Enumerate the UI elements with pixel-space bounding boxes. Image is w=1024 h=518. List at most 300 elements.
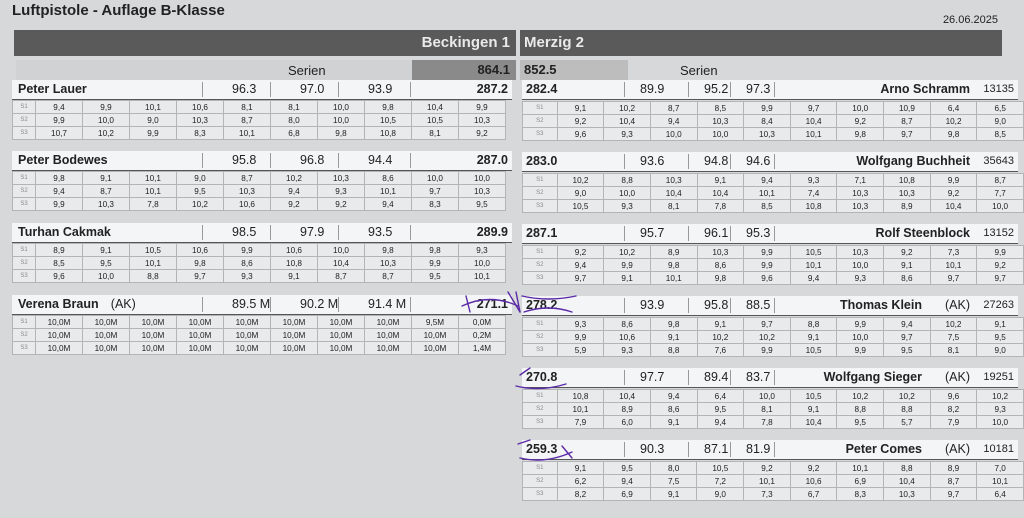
shot-cell: 9,1	[271, 270, 318, 283]
shot-cell: 8,0	[271, 114, 318, 127]
date: 26.06.2025	[942, 14, 998, 26]
shot-cell: 8,6	[650, 403, 697, 416]
shot-cell: 9,8	[697, 272, 744, 285]
series-label: S3	[523, 128, 558, 141]
series-label: S1	[523, 102, 558, 115]
shot-cell: 6,4	[930, 102, 977, 115]
divider	[730, 154, 731, 169]
shot-cell: 10,4	[790, 115, 837, 128]
shot-cell: 8,1	[650, 200, 697, 213]
shot-cell: 8,3	[412, 198, 459, 211]
shot-row	[13, 329, 506, 342]
shot-cell: 10,2	[83, 127, 130, 140]
shot-cell: 10,0M	[177, 329, 224, 342]
series-score: 87.1	[704, 442, 729, 456]
shot-cell: 10,3	[697, 246, 744, 259]
shot-cell: 9,9	[744, 102, 791, 115]
divider	[338, 297, 339, 312]
shot-cell: 10,0M	[83, 316, 130, 329]
divider	[774, 154, 775, 169]
shot-cell: 10,1	[837, 462, 884, 475]
series-score: 93.9	[640, 298, 665, 312]
shot-cell: 10,2	[697, 331, 744, 344]
shot-cell: 5,9	[557, 344, 604, 357]
shot-row	[523, 331, 1024, 344]
shot-cell: 9,3	[604, 200, 651, 213]
shot-cell: 9,8	[365, 101, 412, 114]
divider	[688, 442, 689, 457]
shot-cell: 10,0M	[130, 316, 177, 329]
divider	[624, 82, 625, 97]
shot-cell: 6,9	[604, 488, 651, 501]
shooter-id: 19251	[983, 371, 1014, 383]
shot-cell: 9,4	[790, 272, 837, 285]
shot-cell: 10,8	[884, 174, 931, 187]
shot-cell: 10,0M	[177, 316, 224, 329]
shot-cell: 9,9	[36, 114, 83, 127]
shot-cell: 7,7	[977, 187, 1024, 200]
shot-cell: 10,4	[604, 115, 651, 128]
shot-table	[522, 101, 1024, 141]
series-label: S1	[523, 174, 558, 187]
shooter-id: 35643	[983, 155, 1014, 167]
divider	[688, 154, 689, 169]
series-label: S1	[13, 172, 36, 185]
shot-row	[523, 200, 1024, 213]
shot-cell: 10,5	[365, 114, 412, 127]
shot-row	[13, 127, 506, 140]
shot-row	[523, 246, 1024, 259]
shot-cell: 6,4	[977, 488, 1024, 501]
pen-mark	[516, 292, 520, 312]
shot-cell: 9,8	[412, 244, 459, 257]
shot-cell: 10,3	[837, 246, 884, 259]
series-label: S2	[523, 259, 558, 272]
shot-cell: 9,1	[604, 272, 651, 285]
shot-cell: 8,1	[412, 127, 459, 140]
shot-cell: 9,9	[557, 331, 604, 344]
shot-cell: 8,8	[650, 344, 697, 357]
shot-cell: 10,2	[884, 390, 931, 403]
divider	[270, 82, 271, 97]
shot-cell: 10,2	[177, 198, 224, 211]
series-label: S1	[523, 390, 558, 403]
series-score: 98.5	[232, 225, 257, 239]
shot-cell: 9,8	[36, 172, 83, 185]
shot-cell: 9,9	[83, 101, 130, 114]
divider	[270, 225, 271, 240]
shot-cell: 10,1	[130, 172, 177, 185]
series-score: 94.8	[704, 154, 729, 168]
shot-cell: 9,1	[884, 259, 931, 272]
shot-cell: 9,9	[837, 318, 884, 331]
series-label: S1	[13, 316, 36, 329]
shot-cell: 9,1	[557, 102, 604, 115]
shot-cell: 9,5	[177, 185, 224, 198]
series-score: 95.7	[640, 226, 665, 240]
shot-cell: 8,7	[83, 185, 130, 198]
shooter-total: 271.1	[476, 297, 508, 311]
shot-cell: 10,1	[977, 475, 1024, 488]
shot-table	[522, 317, 1024, 357]
series-label: S2	[523, 403, 558, 416]
shot-cell: 10,1	[224, 127, 271, 140]
shot-cell: 6,9	[837, 475, 884, 488]
shot-cell: 8,2	[557, 488, 604, 501]
shot-cell: 10,2	[557, 174, 604, 187]
shot-cell: 8,8	[790, 318, 837, 331]
shot-cell: 10,0	[837, 259, 884, 272]
shot-cell: 8,6	[697, 259, 744, 272]
shot-cell: 10,0M	[36, 342, 83, 355]
shot-cell: 6,8	[271, 127, 318, 140]
shot-cell: 9,2	[977, 259, 1024, 272]
shot-cell: 10,3	[884, 488, 931, 501]
shot-cell: 8,5	[977, 128, 1024, 141]
series-label: S2	[523, 475, 558, 488]
shot-cell: 9,3	[224, 270, 271, 283]
shot-cell: 8,7	[224, 172, 271, 185]
shooter-total: 289.9	[476, 225, 508, 239]
shot-cell: 10,0M	[36, 316, 83, 329]
series-score: 96.3	[232, 82, 257, 96]
shot-row	[13, 198, 506, 211]
shot-cell: 10,6	[224, 198, 271, 211]
shot-cell: 9,5	[604, 462, 651, 475]
shot-cell: 10,1	[130, 101, 177, 114]
shot-cell: 10,0	[977, 200, 1024, 213]
series-label: S2	[13, 329, 36, 342]
shot-cell: 9,1	[83, 244, 130, 257]
shot-cell: 10,1	[744, 475, 791, 488]
divider	[774, 442, 775, 457]
shooter-header	[12, 80, 512, 100]
shot-cell: 10,1	[930, 259, 977, 272]
shooter-header	[522, 152, 1018, 172]
shot-cell: 8,9	[650, 246, 697, 259]
shot-cell: 10,8	[365, 127, 412, 140]
series-score: 88.5	[746, 298, 771, 312]
shot-cell: 9,0	[977, 344, 1024, 357]
shot-cell: 9,5	[837, 416, 884, 429]
series-score: 89.4	[704, 370, 729, 384]
shot-cell: 9,9	[224, 244, 271, 257]
divider	[338, 82, 339, 97]
shot-cell: 10,9	[884, 102, 931, 115]
shot-cell: 9,4	[650, 390, 697, 403]
shooter-id: 13135	[983, 83, 1014, 95]
shot-cell: 10,0M	[271, 316, 318, 329]
shot-cell: 10,0M	[365, 329, 412, 342]
shot-row	[13, 172, 506, 185]
shot-cell: 9,2	[271, 198, 318, 211]
shot-cell: 10,3	[697, 115, 744, 128]
shot-cell: 10,6	[790, 475, 837, 488]
shot-cell: 10,4	[930, 200, 977, 213]
divider	[624, 226, 625, 241]
shot-cell: 9,7	[930, 272, 977, 285]
shot-cell: 7,0	[977, 462, 1024, 475]
shot-cell: 10,0	[837, 102, 884, 115]
shot-cell: 9,5	[884, 344, 931, 357]
shot-cell: 8,7	[365, 270, 412, 283]
shot-cell: 10,3	[837, 200, 884, 213]
shot-cell: 10,8	[557, 390, 604, 403]
series-label: S2	[523, 187, 558, 200]
divider	[688, 370, 689, 385]
shot-cell: 10,4	[604, 390, 651, 403]
shot-table	[522, 245, 1024, 285]
shooter-class: (AK)	[945, 370, 970, 384]
shot-cell: 8,1	[930, 344, 977, 357]
shot-cell: 9,1	[977, 318, 1024, 331]
shooter-name: Verena Braun	[18, 297, 99, 311]
series-score: 95.3	[746, 226, 771, 240]
team-left-header: Beckingen 1	[14, 30, 516, 56]
shot-table	[12, 243, 506, 283]
shot-cell: 9,4	[604, 475, 651, 488]
shot-cell: 9,6	[557, 128, 604, 141]
shot-cell: 10,0M	[224, 329, 271, 342]
series-score: 97.0	[300, 82, 325, 96]
shot-cell: 9,0	[177, 172, 224, 185]
shot-cell: 10,5	[130, 244, 177, 257]
shot-cell: 7,4	[790, 187, 837, 200]
shot-cell: 9,3	[604, 344, 651, 357]
divider	[338, 225, 339, 240]
shot-cell: 8,2	[930, 403, 977, 416]
shot-cell: 10,0	[459, 172, 506, 185]
shot-cell: 8,1	[271, 101, 318, 114]
shot-cell: 10,4	[697, 187, 744, 200]
divider	[774, 82, 775, 97]
shot-cell: 10,8	[271, 257, 318, 270]
shot-cell: 10,3	[459, 185, 506, 198]
shot-cell: 10,7	[36, 127, 83, 140]
shot-cell: 10,8	[790, 200, 837, 213]
shooter-name: Arno Schramm	[880, 82, 970, 96]
shooter-total: 270.8	[526, 370, 558, 384]
shot-cell: 9,1	[650, 331, 697, 344]
series-label: S3	[13, 342, 36, 355]
series-label: S3	[13, 270, 36, 283]
shot-cell: 10,0	[604, 187, 651, 200]
shot-cell: 10,0M	[177, 342, 224, 355]
shot-cell: 10,1	[650, 272, 697, 285]
shot-cell: 9,2	[318, 198, 365, 211]
shot-cell: 10,1	[790, 259, 837, 272]
series-label: S3	[523, 272, 558, 285]
shot-cell: 9,5M	[412, 316, 459, 329]
shot-cell: 9,7	[557, 272, 604, 285]
shot-row	[523, 174, 1024, 187]
shot-cell: 9,3	[790, 174, 837, 187]
shot-cell: 7,1	[837, 174, 884, 187]
shot-cell: 10,0M	[130, 329, 177, 342]
shooter-total: 287.0	[476, 153, 508, 167]
shot-cell: 9,4	[650, 115, 697, 128]
shooter-total: 283.0	[526, 154, 558, 168]
series-label: S3	[523, 416, 558, 429]
shot-cell: 6,2	[557, 475, 604, 488]
divider	[202, 297, 203, 312]
shot-cell: 9,7	[412, 185, 459, 198]
serien-row-right	[520, 60, 1005, 80]
shot-cell: 10,0M	[365, 342, 412, 355]
shot-cell: 10,0M	[130, 342, 177, 355]
shot-row	[13, 101, 506, 114]
shot-cell: 10,3	[365, 257, 412, 270]
shooter-total: 278.2	[526, 298, 558, 312]
shooter-total: 287.1	[526, 226, 558, 240]
divider	[688, 226, 689, 241]
shot-cell: 10,0M	[365, 316, 412, 329]
shot-cell: 10,0	[412, 172, 459, 185]
shot-cell: 9,2	[459, 127, 506, 140]
shot-cell: 9,9	[744, 246, 791, 259]
divider	[202, 153, 203, 168]
shot-cell: 10,2	[271, 172, 318, 185]
shot-cell: 9,7	[884, 128, 931, 141]
shot-cell: 10,1	[790, 128, 837, 141]
shot-cell: 10,0M	[224, 342, 271, 355]
shot-cell: 9,3	[557, 318, 604, 331]
shot-cell: 9,8	[650, 259, 697, 272]
shot-cell: 9,2	[837, 115, 884, 128]
series-score: 97.3	[746, 82, 771, 96]
series-score: 91.4 M	[368, 297, 407, 311]
shot-cell: 9,1	[557, 462, 604, 475]
shot-table	[522, 461, 1024, 501]
shot-cell: 9,4	[744, 174, 791, 187]
shot-cell: 9,0	[697, 488, 744, 501]
shot-cell: 10,0	[697, 128, 744, 141]
series-label: S2	[13, 114, 36, 127]
series-label: S1	[523, 462, 558, 475]
shot-cell: 9,8	[930, 128, 977, 141]
shot-cell: 9,7	[930, 488, 977, 501]
shot-cell: 9,1	[650, 488, 697, 501]
shot-cell: 9,1	[697, 318, 744, 331]
shot-cell: 9,4	[365, 198, 412, 211]
shot-cell: 0,0M	[459, 316, 506, 329]
shot-cell: 10,0	[837, 331, 884, 344]
shot-cell: 9,0	[977, 115, 1024, 128]
divider	[624, 154, 625, 169]
shooter-total: 282.4	[526, 82, 558, 96]
shot-cell: 10,1	[130, 185, 177, 198]
divider	[730, 226, 731, 241]
shot-cell: 6,4	[697, 390, 744, 403]
shot-cell: 10,0M	[271, 342, 318, 355]
shot-row	[523, 475, 1024, 488]
shot-cell: 8,7	[650, 102, 697, 115]
divider	[688, 298, 689, 313]
shot-cell: 7,3	[930, 246, 977, 259]
shot-cell: 8,6	[604, 318, 651, 331]
shot-row	[523, 390, 1024, 403]
team-total-left: 864.1	[412, 60, 516, 80]
shot-cell: 7,8	[744, 416, 791, 429]
divider	[624, 370, 625, 385]
shot-cell: 7,9	[930, 416, 977, 429]
shot-row	[523, 318, 1024, 331]
shot-cell: 10,4	[790, 416, 837, 429]
shot-row	[523, 488, 1024, 501]
shot-cell: 10,2	[604, 246, 651, 259]
shot-cell: 6,7	[790, 488, 837, 501]
shot-cell: 9,9	[977, 246, 1024, 259]
shot-cell: 9,2	[884, 246, 931, 259]
shooter-name: Thomas Klein	[840, 298, 922, 312]
shot-cell: 8,9	[36, 244, 83, 257]
shot-cell: 7,8	[130, 198, 177, 211]
divider	[202, 82, 203, 97]
shooter-total: 259.3	[526, 442, 558, 456]
shot-cell: 9,5	[697, 403, 744, 416]
shot-cell: 9,1	[790, 331, 837, 344]
shot-cell: 9,5	[977, 331, 1024, 344]
shot-cell: 8,9	[604, 403, 651, 416]
divider	[730, 82, 731, 97]
series-label: S1	[13, 244, 36, 257]
shot-cell: 10,3	[837, 187, 884, 200]
divider	[410, 82, 411, 97]
shot-cell: 9,4	[557, 259, 604, 272]
shot-cell: 10,2	[930, 115, 977, 128]
team-right-header: Merzig 2	[520, 30, 1002, 56]
divider	[410, 297, 411, 312]
shot-cell: 8,7	[930, 475, 977, 488]
shot-cell: 1,4M	[459, 342, 506, 355]
shot-cell: 7,5	[930, 331, 977, 344]
shot-row	[13, 316, 506, 329]
shot-cell: 8,8	[837, 403, 884, 416]
shot-cell: 9,4	[36, 185, 83, 198]
shot-cell: 9,9	[412, 257, 459, 270]
shot-table	[522, 389, 1024, 429]
shot-row	[523, 187, 1024, 200]
shooter-name: Wolfgang Sieger	[823, 370, 922, 384]
series-score: 89.5 M	[232, 297, 271, 311]
shooter-header	[522, 224, 1018, 244]
shot-cell: 9,6	[36, 270, 83, 283]
shot-cell: 10,0M	[412, 329, 459, 342]
shot-cell: 10,6	[177, 244, 224, 257]
shot-cell: 8,6	[884, 272, 931, 285]
series-label: S3	[523, 344, 558, 357]
shot-cell: 8,3	[177, 127, 224, 140]
shot-row	[523, 416, 1024, 429]
shot-cell: 10,1	[130, 257, 177, 270]
shot-cell: 9,9	[744, 259, 791, 272]
shot-cell: 8,5	[36, 257, 83, 270]
shot-cell: 8,4	[744, 115, 791, 128]
shot-cell: 5,7	[884, 416, 931, 429]
divider	[774, 370, 775, 385]
shot-cell: 9,1	[650, 416, 697, 429]
shot-cell: 8,6	[365, 172, 412, 185]
shot-cell: 8,0	[650, 462, 697, 475]
shot-row	[13, 244, 506, 257]
shot-cell: 9,7	[977, 272, 1024, 285]
shot-cell: 10,3	[224, 185, 271, 198]
shot-row	[13, 270, 506, 283]
series-score: 95.8	[232, 153, 257, 167]
shot-cell: 10,0M	[271, 329, 318, 342]
shot-cell: 9,9	[459, 101, 506, 114]
series-score: 90.3	[640, 442, 665, 456]
